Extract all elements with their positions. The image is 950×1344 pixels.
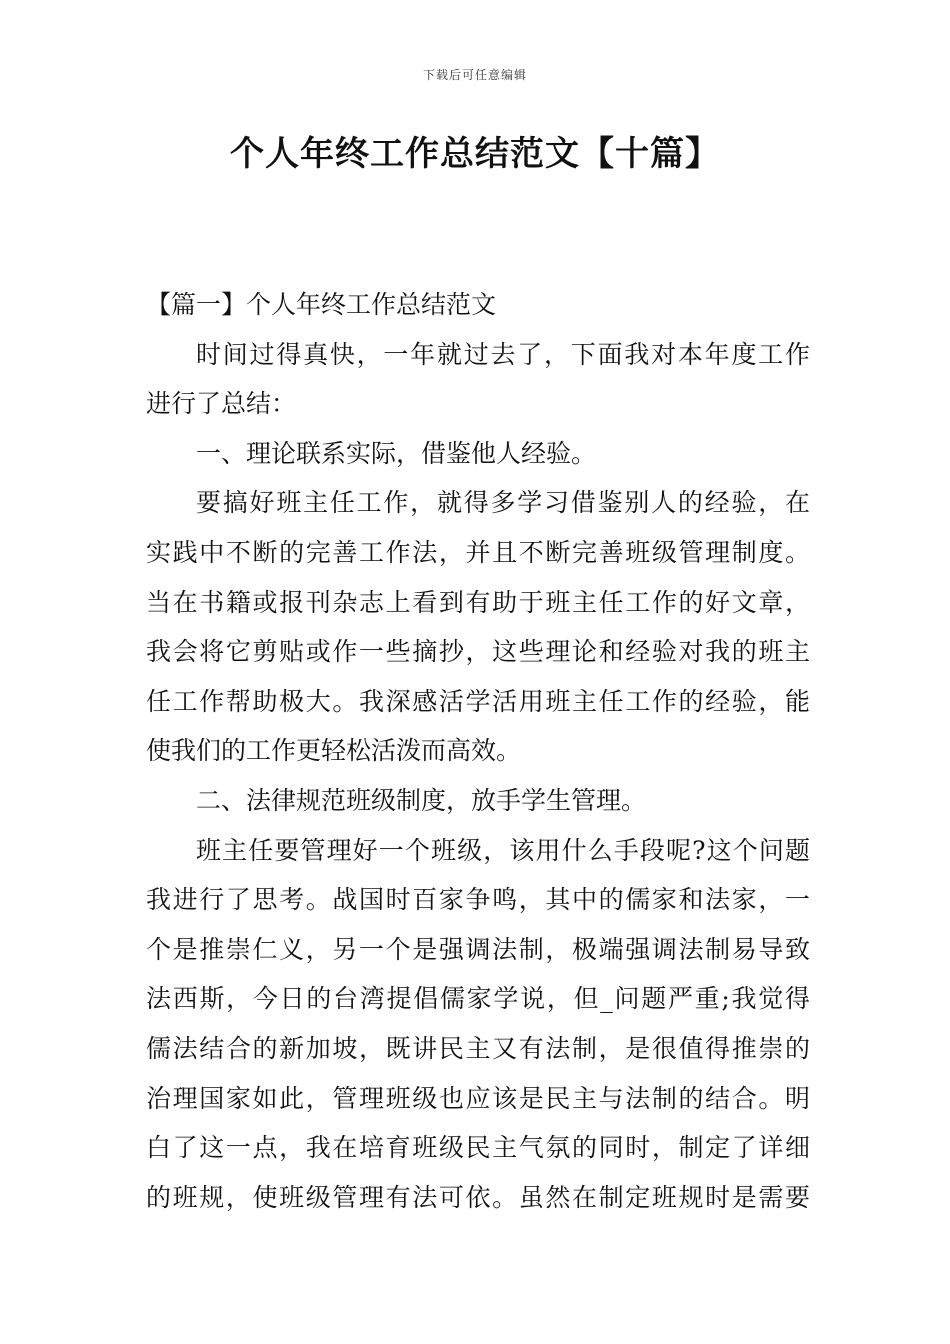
paragraph-line: 儒法结合的新加坡，既讲民主又有法制，是很值得推崇的 bbox=[146, 1033, 810, 1063]
paragraph-line: 进行了总结： bbox=[146, 389, 297, 419]
paragraph-line: 要搞好班主任工作，就得多学习借鉴别人的经验，在 bbox=[196, 488, 810, 518]
subheading-line: 二、法律规范班级制度，放手学生管理。 bbox=[196, 785, 647, 815]
paragraph-line: 法西斯，今日的台湾提倡儒家学说，但_问题严重;我觉得 bbox=[146, 984, 810, 1014]
paragraph-line: 实践中不断的完善工作法，并且不断完善班级管理制度。 bbox=[146, 537, 810, 567]
paragraph-line: 时间过得真快，一年就过去了，下面我对本年度工作 bbox=[196, 339, 810, 369]
paragraph-line: 白了这一点，我在培育班级民主气氛的同时，制定了详细 bbox=[146, 1133, 810, 1163]
paragraph-line: 班主任要管理好一个班级，该用什么手段呢?这个问题 bbox=[196, 835, 810, 865]
paragraph-line: 任工作帮助极大。我深感活学活用班主任工作的经验，能 bbox=[146, 686, 810, 716]
paragraph-line: 我进行了思考。战国时百家争鸣，其中的儒家和法家，一 bbox=[146, 885, 810, 915]
document-title: 个人年终工作总结范文【十篇】 bbox=[230, 134, 720, 174]
subheading-line: 一、理论联系实际，借鉴他人经验。 bbox=[196, 438, 597, 468]
document-body bbox=[146, 280, 810, 1222]
paragraph-line: 个是推崇仁义，另一个是强调法制，极端强调法制易导致 bbox=[146, 934, 810, 964]
paragraph-line: 治理国家如此，管理班级也应该是民主与法制的结合。明 bbox=[146, 1083, 810, 1113]
paragraph-line: 当在书籍或报刊杂志上看到有助于班主任工作的好文章， bbox=[146, 587, 810, 617]
section-heading: 【篇一】个人年终工作总结范文 bbox=[146, 290, 497, 319]
paragraph-line: 使我们的工作更轻松活泼而高效。 bbox=[146, 736, 522, 766]
header-note: 下载后可任意编辑 bbox=[422, 68, 527, 82]
paragraph-line: 的班规，使班级管理有法可依。虽然在制定班规时是需要 bbox=[146, 1182, 810, 1212]
paragraph-line: 我会将它剪贴或作一些摘抄，这些理论和经验对我的班主 bbox=[146, 637, 810, 667]
